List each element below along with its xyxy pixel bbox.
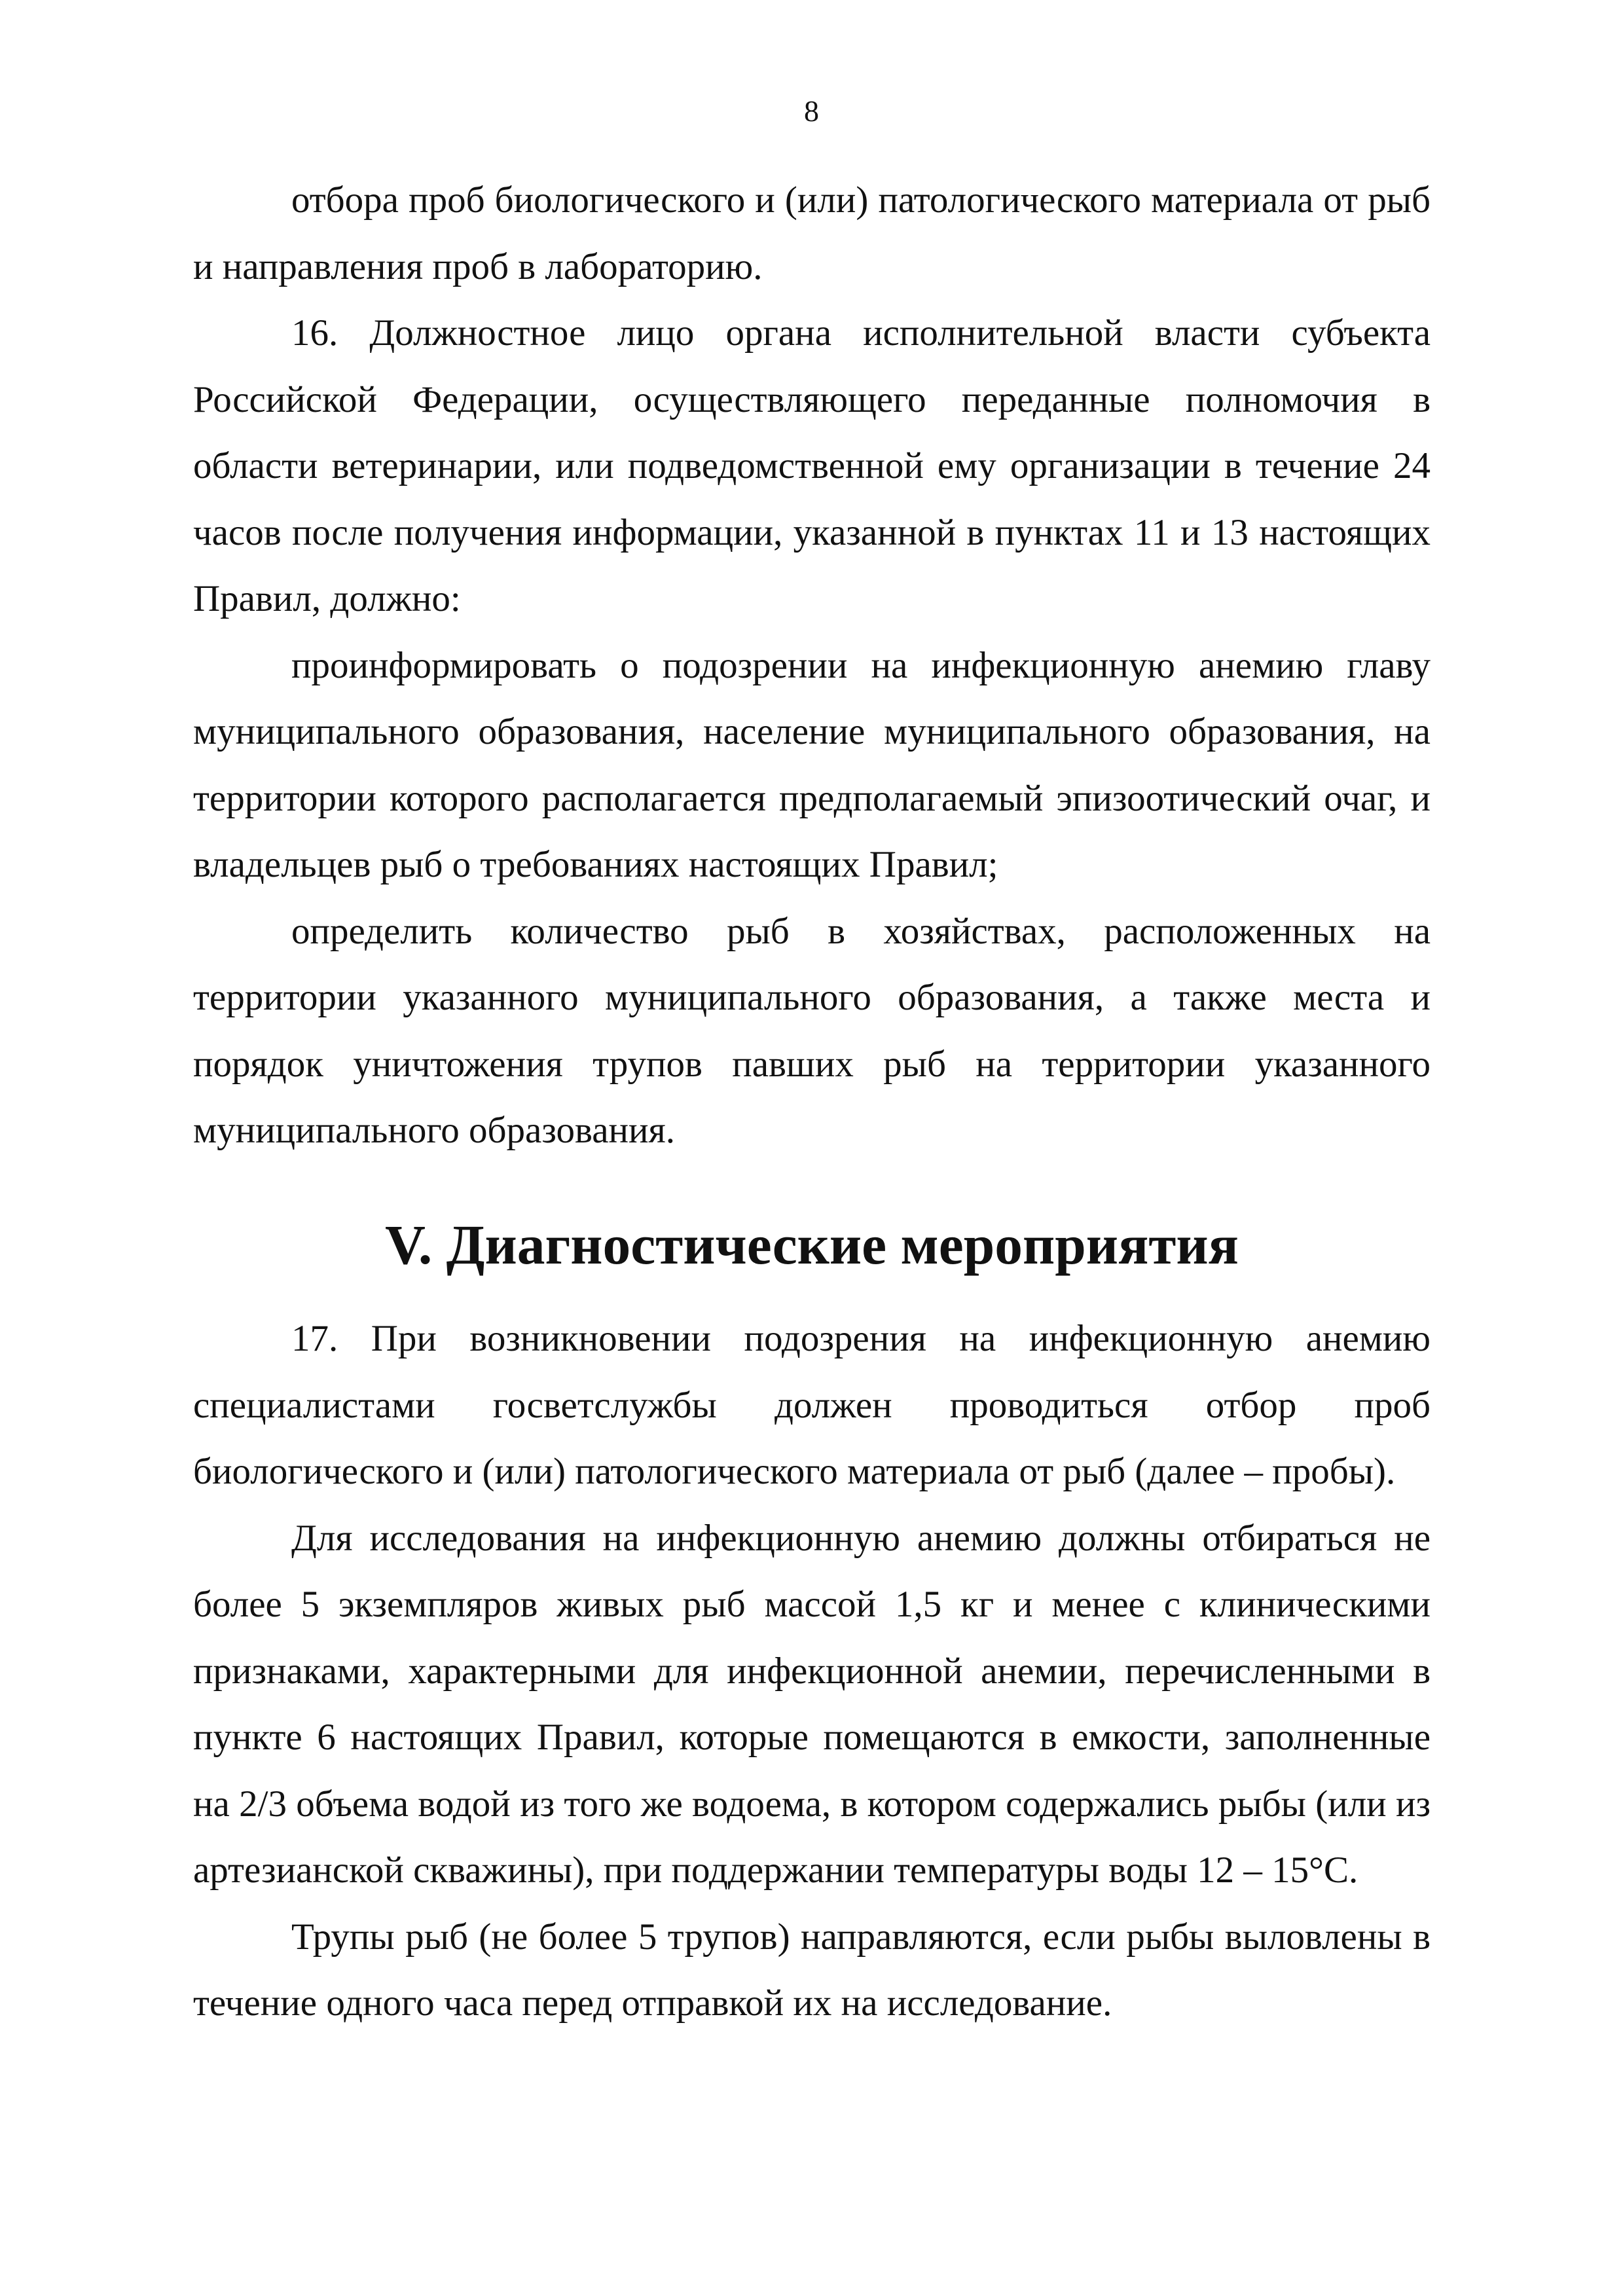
paragraph-carcasses: Трупы рыб (не более 5 трупов) направляются, если рыбы выловлены в течение одного часа перед отправкой их на исследование.	[193, 1916, 1431, 2024]
paragraph-item-17: 17. При возникновении подозрения на инфекционную анемию специалистами госветслужбы должен проводиться отбор проб биологического и (или) патологического материала от рыб (далее – пробы).	[193, 1318, 1431, 1492]
section-heading: V. Диагностические мероприятия	[385, 1214, 1239, 1276]
document-body	[193, 167, 1431, 2037]
paragraph-continuation: отбора проб биологического и (или) патологического материала от рыб и направления проб в лабораторию.	[193, 179, 1431, 287]
paragraph-item-16: 16. Должностное лицо органа исполнительной власти субъекта Российской Федерации, осуществляющего переданные полномочия в области ветеринарии, или подведомственной ему организации в течение 24 часов после получения информации, указанной в пунктах 11 и 13 настоящих Правил, должно:	[193, 312, 1431, 619]
paragraph-inform: проинформировать о подозрении на инфекционную анемию главу муниципального образования, население муниципального образования, на территории которого располагается предполагаемый эпизоотический очаг, и владельцев рыб о требованиях настоящих Правил;	[193, 644, 1431, 885]
paragraph-sampling: Для исследования на инфекционную анемию должны отбираться не более 5 экземпляров живых рыб массой 1,5 кг и менее с клиническими признаками, характерными для инфекционной анемии, перечисленными в пункте 6 настоящих Правил, которые помещаются в емкости, заполненные на 2/3 объема водой из того же водоема, в котором содержались рыбы (или из артезианской скважины), при поддержании температуры воды 12 – 15°C.	[193, 1517, 1431, 1891]
page-number: 8	[804, 94, 819, 128]
paragraph-determine: определить количество рыб в хозяйствах, расположенных на территории указанного муниципального образования, а также места и порядок уничтожения трупов павших рыб на территории указанного муниципального образования.	[193, 910, 1431, 1151]
